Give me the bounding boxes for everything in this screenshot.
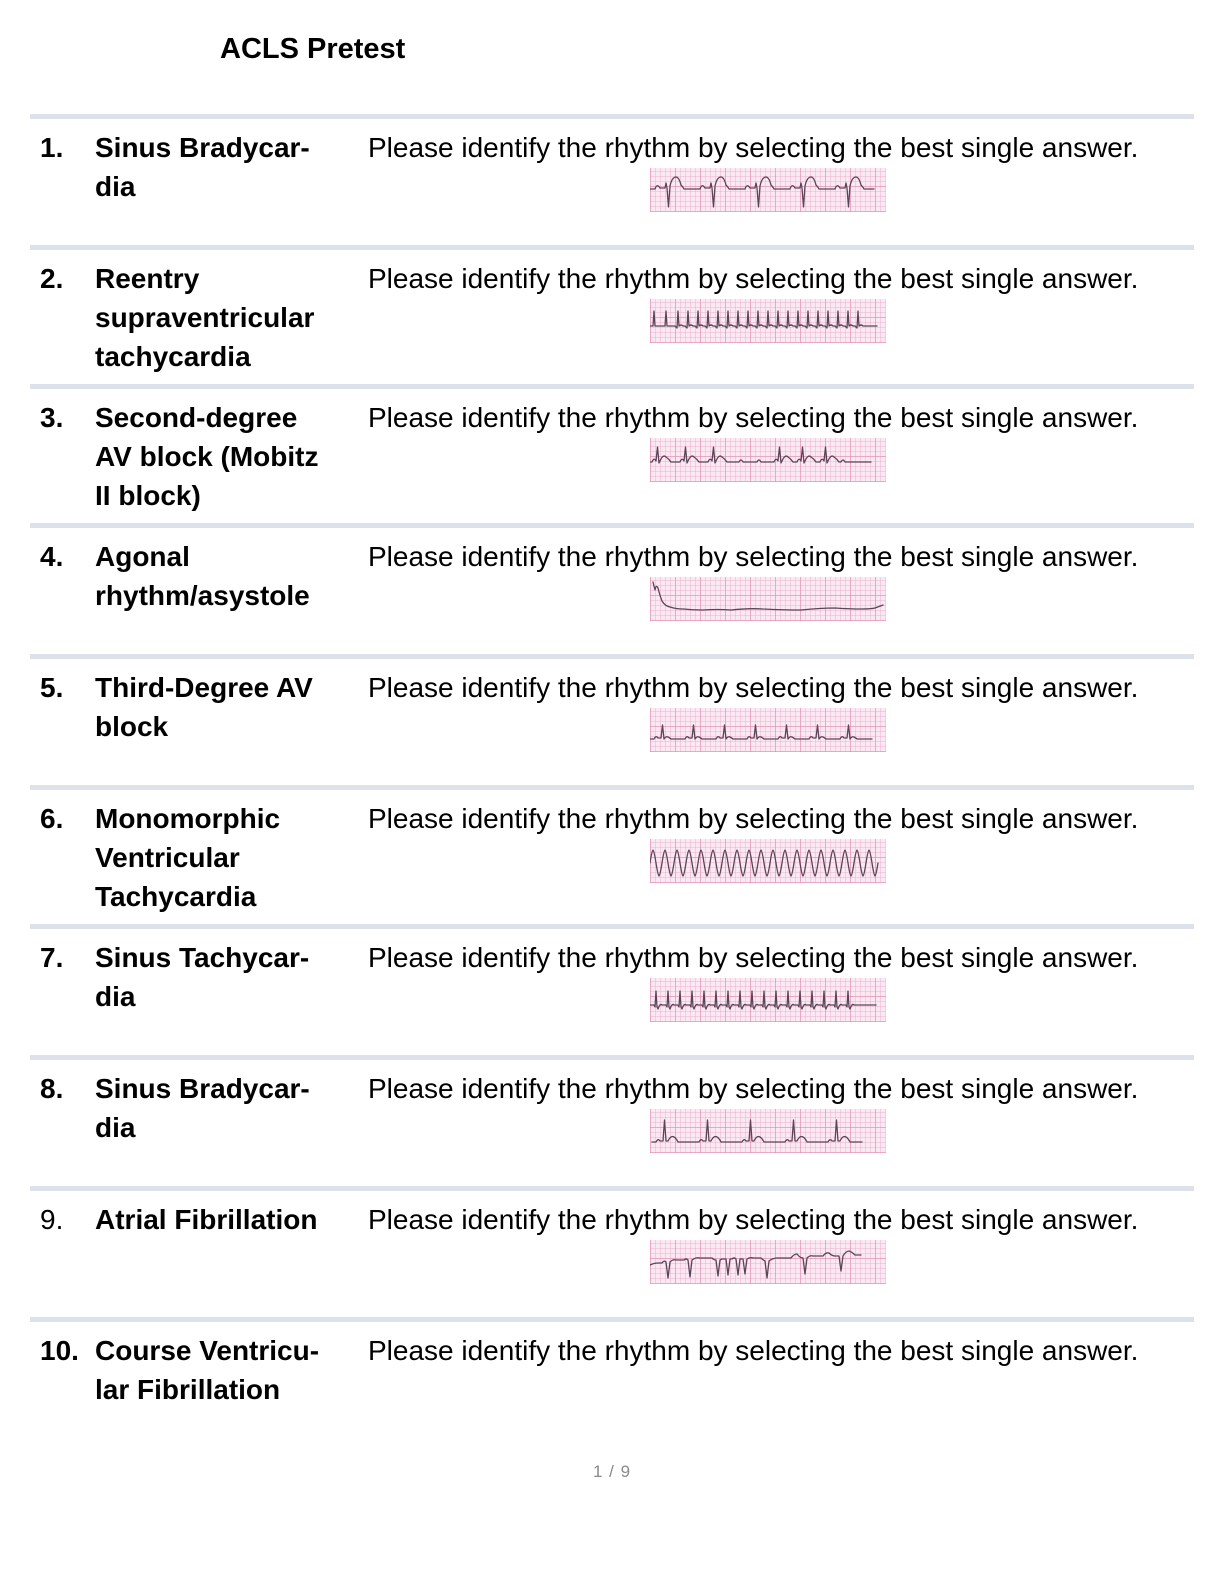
- agonal-asystole-strip: [650, 577, 886, 621]
- question-number: 1.: [40, 132, 64, 163]
- question-number: 2.: [40, 263, 64, 294]
- question-row: [30, 924, 1194, 1055]
- atrial-fibrillation-strip: [650, 1240, 886, 1284]
- rhythm-name: [95, 668, 368, 746]
- page-title: ACLS Pretest: [220, 33, 406, 65]
- rhythm-name-line: Third-Degree AV: [95, 672, 313, 703]
- question-text: Please identify the rhythm by selecting the best single answer.: [368, 541, 1139, 572]
- question-row: [30, 523, 1194, 654]
- question-row: [30, 1317, 1194, 1448]
- ecg-waveform: [650, 839, 886, 883]
- mobitz-ii-strip: [650, 438, 886, 482]
- third-degree-block-strip: [650, 708, 886, 752]
- ecg-waveform: [650, 299, 886, 343]
- rhythm-name-line: AV block (Mobitz: [95, 441, 319, 472]
- rhythm-name-line: Tachycardia: [95, 881, 257, 912]
- question-number: 8.: [40, 1073, 64, 1104]
- ecg-waveform: [650, 978, 886, 1022]
- rhythm-name-line: Sinus Bradycar-: [95, 132, 310, 163]
- question-body: [368, 1069, 1194, 1153]
- monomorphic-vt-strip: [650, 839, 886, 883]
- ecg-waveform: [650, 1240, 886, 1284]
- question-text: Please identify the rhythm by selecting the best single answer.: [368, 263, 1139, 294]
- rhythm-name: [95, 1200, 368, 1239]
- question-row: [30, 654, 1194, 785]
- ecg-waveform: [650, 577, 886, 621]
- rhythm-name-line: supraventricular: [95, 302, 315, 333]
- rhythm-name-line: lar Fibrillation: [95, 1374, 281, 1405]
- rhythm-name: [95, 1331, 368, 1409]
- rhythm-name-line: Ventricular: [95, 842, 240, 873]
- rhythm-name: [95, 537, 368, 615]
- rhythm-name-line: block: [95, 711, 169, 742]
- rhythm-name: [95, 128, 368, 206]
- rhythm-name-line: dia: [95, 171, 136, 202]
- rhythm-name-line: Monomorphic: [95, 803, 281, 834]
- rhythm-name-line: II block): [95, 480, 201, 511]
- question-list: [30, 114, 1194, 1448]
- question-row: [30, 1186, 1194, 1317]
- page-number: 1 / 9: [592, 1462, 632, 1481]
- rhythm-name: [95, 938, 368, 1016]
- question-text: Please identify the rhythm by selecting the best single answer.: [368, 1073, 1139, 1104]
- svt-strip: [650, 299, 886, 343]
- ecg-waveform: [650, 168, 886, 212]
- question-text: Please identify the rhythm by selecting the best single answer.: [368, 942, 1139, 973]
- question-row: [30, 384, 1194, 523]
- ecg-waveform: [650, 708, 886, 752]
- question-text: Please identify the rhythm by selecting the best single answer.: [368, 672, 1139, 703]
- rhythm-name-line: Second-degree: [95, 402, 298, 433]
- question-text: Please identify the rhythm by selecting the best single answer.: [368, 803, 1139, 834]
- question-number: 6.: [40, 803, 64, 834]
- rhythm-name-line: Sinus Tachycar-: [95, 942, 310, 973]
- question-row: [30, 245, 1194, 384]
- rhythm-name-line: Agonal: [95, 541, 190, 572]
- ecg-waveform: [650, 438, 886, 482]
- sinus-bradycardia-strip: [650, 168, 886, 212]
- sinus-bradycardia-strip-2: [650, 1109, 886, 1153]
- rhythm-name: [95, 259, 368, 376]
- question-row: [30, 1055, 1194, 1186]
- rhythm-name-line: Atrial Fibrillation: [95, 1204, 318, 1235]
- question-body: [368, 938, 1194, 1022]
- question-number: 4.: [40, 541, 64, 572]
- rhythm-name-line: Sinus Bradycar-: [95, 1073, 310, 1104]
- rhythm-name-line: Reentry: [95, 263, 200, 294]
- rhythm-name-line: dia: [95, 981, 136, 1012]
- question-text: Please identify the rhythm by selecting the best single answer.: [368, 1204, 1139, 1235]
- ecg-waveform: [650, 1109, 886, 1153]
- question-body: [368, 1331, 1194, 1370]
- question-number: 5.: [40, 672, 64, 703]
- rhythm-name-line: Course Ventricu-: [95, 1335, 320, 1366]
- rhythm-name-line: tachycardia: [95, 341, 251, 372]
- question-number: 9.: [40, 1204, 64, 1235]
- rhythm-name: [95, 398, 368, 515]
- question-row: [30, 785, 1194, 924]
- rhythm-name-line: rhythm/asystole: [95, 580, 310, 611]
- question-body: [368, 128, 1194, 212]
- rhythm-name-line: dia: [95, 1112, 136, 1143]
- question-body: [368, 668, 1194, 752]
- question-text: Please identify the rhythm by selecting the best single answer.: [368, 132, 1139, 163]
- question-body: [368, 1200, 1194, 1284]
- rhythm-name: [95, 799, 368, 916]
- question-body: [368, 537, 1194, 621]
- rhythm-name: [95, 1069, 368, 1147]
- question-body: [368, 398, 1194, 482]
- question-number: 3.: [40, 402, 64, 433]
- sinus-tachycardia-strip: [650, 978, 886, 1022]
- question-text: Please identify the rhythm by selecting the best single answer.: [368, 1335, 1139, 1366]
- question-number: 10.: [40, 1335, 79, 1366]
- question-body: [368, 259, 1194, 343]
- question-text: Please identify the rhythm by selecting the best single answer.: [368, 402, 1139, 433]
- question-row: [30, 114, 1194, 245]
- question-body: [368, 799, 1194, 883]
- question-number: 7.: [40, 942, 64, 973]
